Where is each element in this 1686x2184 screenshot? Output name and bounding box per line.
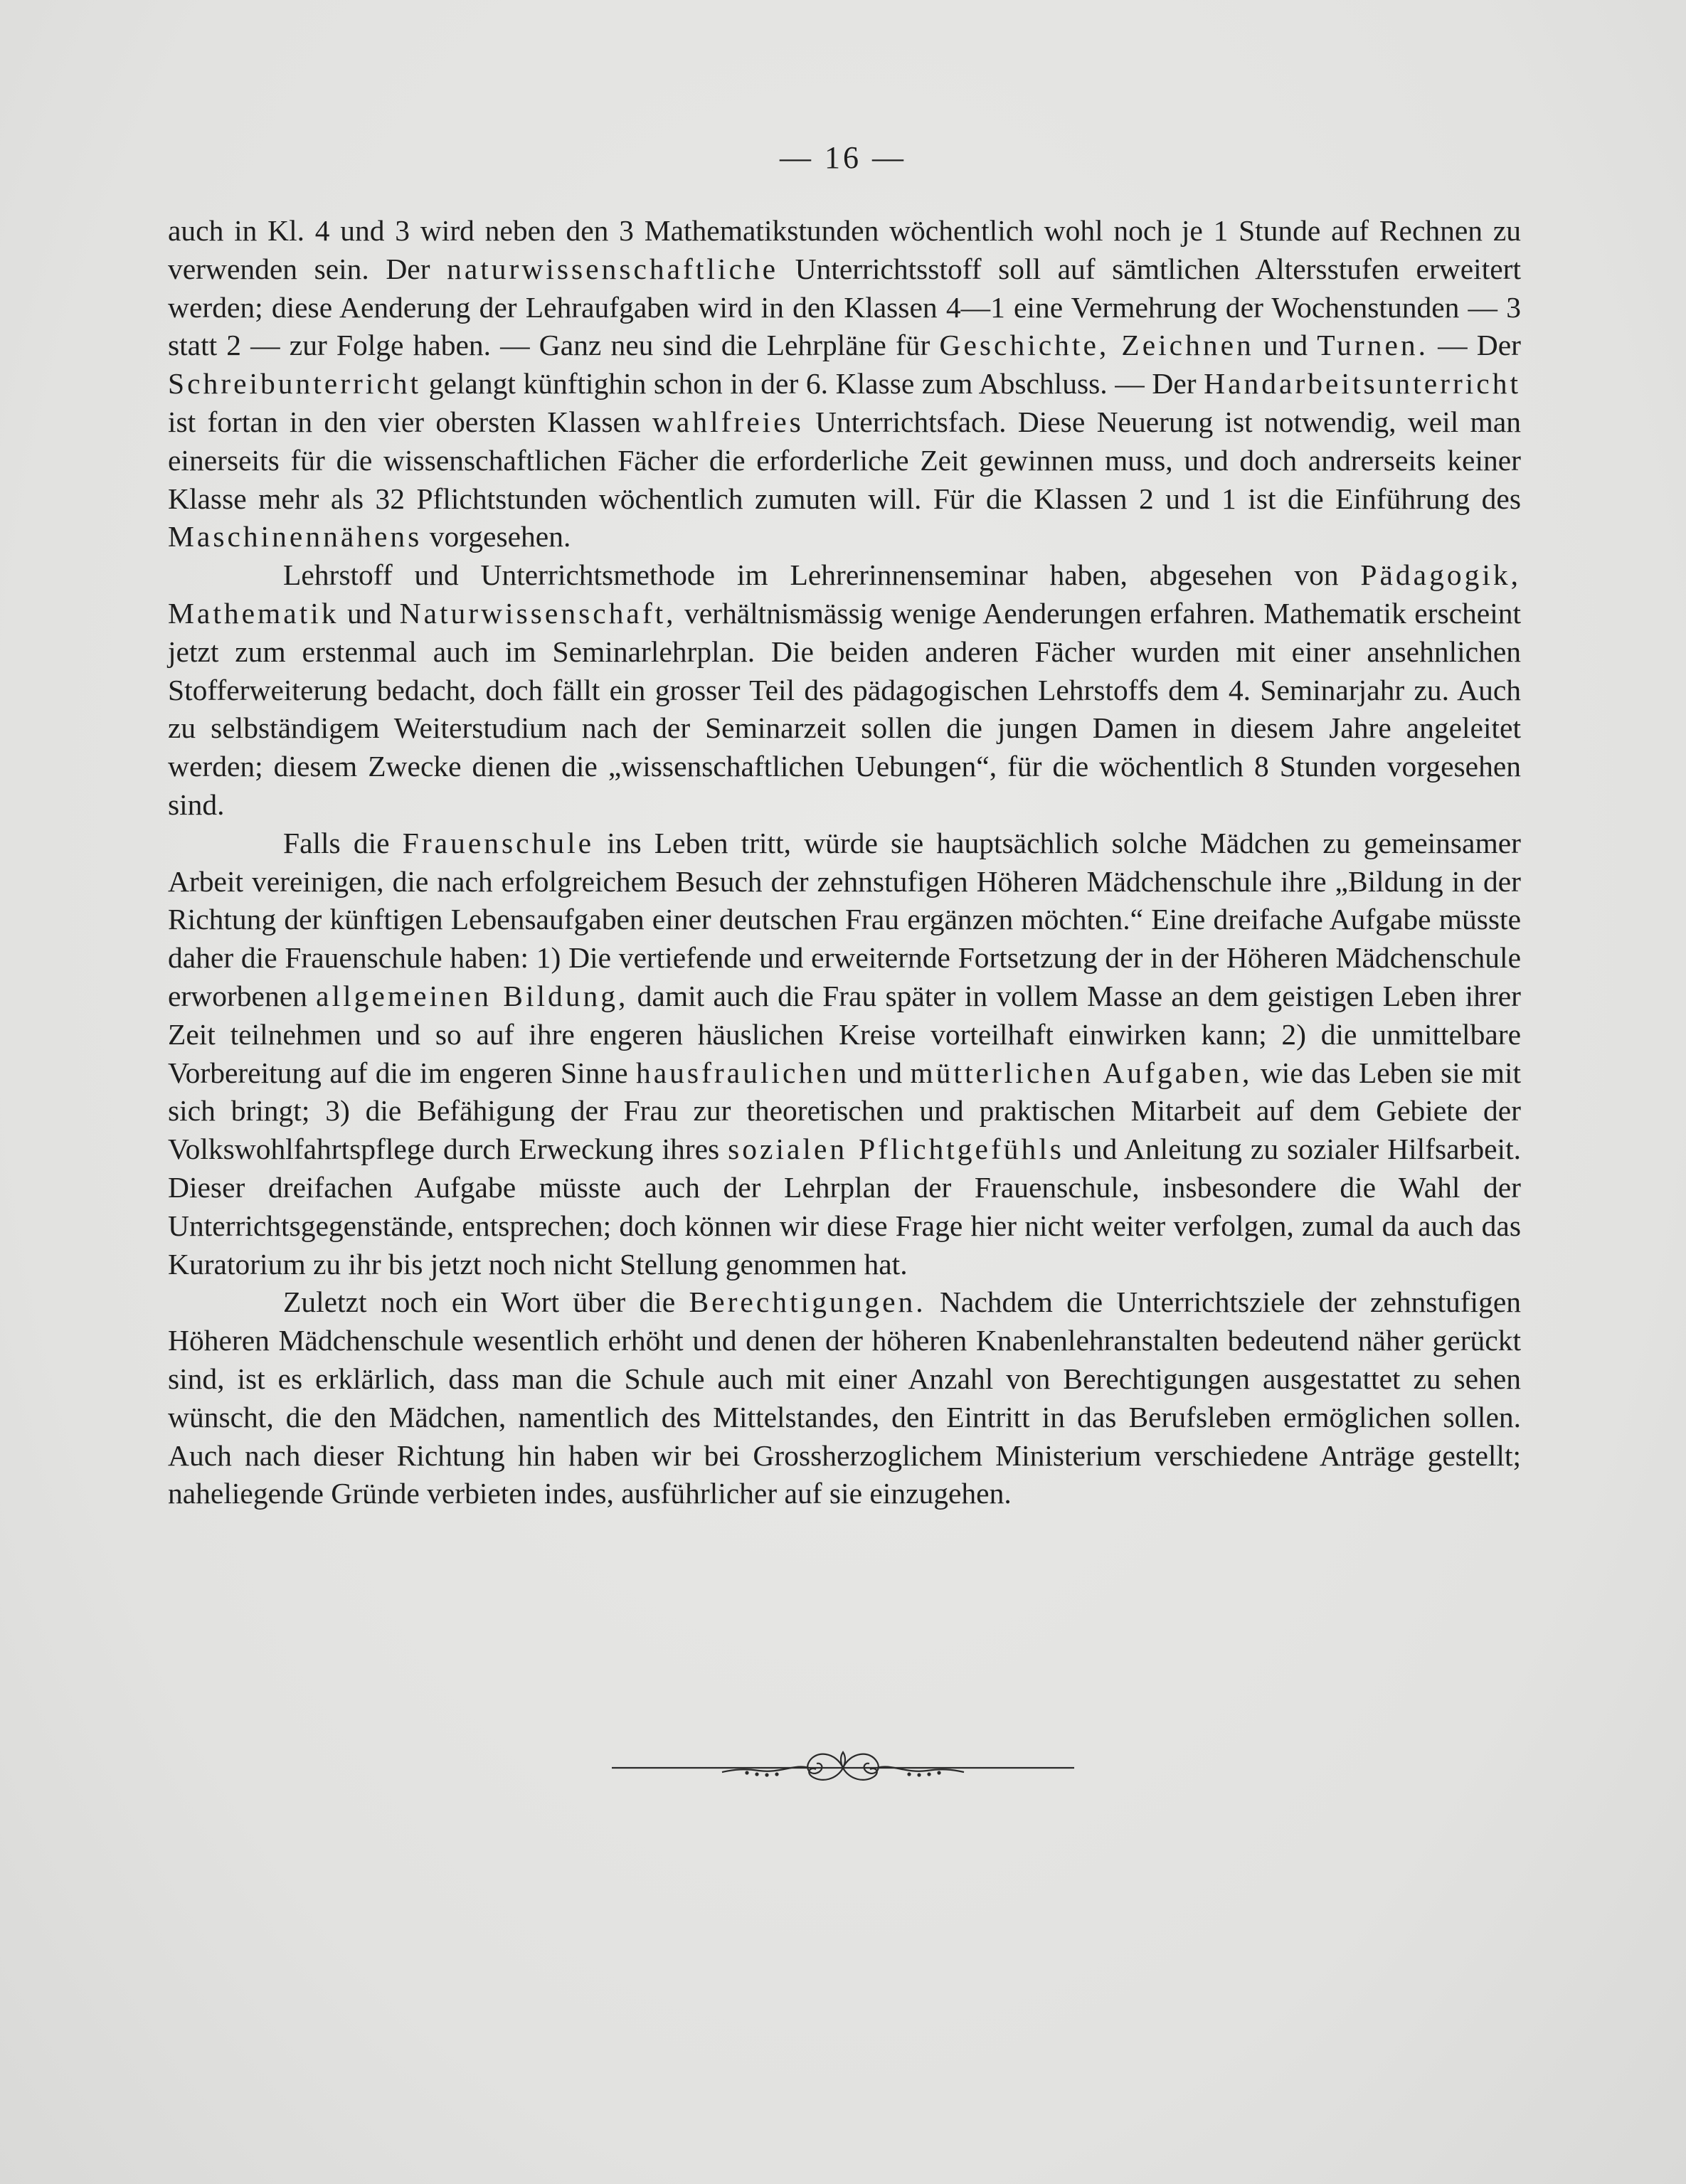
text-run: verhältnismässig wenige Aenderungen erfahren. Mathematik erscheint jetzt zum erstenmal auch im Seminarlehrplan. Die beiden anderen Fächer wurden mit einer ansehnlichen Stofferweiterung bedacht, doch fällt ein grosser Teil des pädagogischen Lehrstoffs dem 4. Seminarjahr zu. Auch zu selbständigem Weiterstudium nach der Seminarzeit sollen die jungen Damen in diesem Jahre angeleitet werden; diesem Zwecke dienen die „wissenschaftlichen Uebungen“, für die wöchentlich 8 Stunden vorgesehen sind. bbox=[168, 596, 1521, 821]
spaced-emphasis-text: sozialen Pflichtgefühls bbox=[728, 1133, 1064, 1166]
text-run: und bbox=[339, 596, 400, 630]
text-run: ist fortan in den vier obersten Klassen bbox=[168, 405, 652, 438]
spaced-emphasis-text: naturwissenschaftliche bbox=[447, 252, 779, 285]
spaced-emphasis-text: Naturwissenschaft, bbox=[399, 596, 677, 630]
text-run: ins Leben tritt, würde sie hauptsächlich solche Mädchen zu gemeinsamer Arbeit vereinigen, die nach erfolgreichem Besuch der zehnstufigen Höheren Mädchenschule ihre „Bildung in der Richtung der künftigen Lebensaufgaben einer deutschen Frau ergänzen möchten.“ Eine dreifache Aufgabe müsste daher die Frauenschule haben: 1) Die vertiefende und erweiternde Fortsetzung der in der Höheren Mädchenschule erworbenen bbox=[168, 826, 1521, 1012]
text-run: und Anleitung zu sozialer Hilfsarbeit. Dieser dreifachen Aufgabe müsste auch der Lehrplan der Frauenschule, insbesondere die Wahl der Unterrichtsgegenstände, entsprechen; doch können wir diese Frage hier nicht weiter verfolgen, zumal da auch das Kuratorium zu ihr bis jetzt noch nicht Stellung genommen hat. bbox=[168, 1133, 1521, 1281]
text-run: Lehrstoff und Unterrichtsmethode im Lehrerinnenseminar haben, abgesehen von bbox=[283, 558, 1361, 592]
page-number: — 16 — bbox=[780, 140, 906, 175]
spaced-emphasis-text: Turnen. bbox=[1317, 329, 1429, 362]
text-run: damit auch die Frau später in vollem Masse an dem geistigen Leben ihrer Zeit teilnehmen und so auf ihre engeren häuslichen Kreise vorteilhaft einwirken kann; 2) die unmittelbare Vorbereitung auf die im engeren Sinne bbox=[168, 979, 1522, 1089]
spaced-emphasis-text: Geschichte, Zeichnen bbox=[939, 329, 1254, 362]
flourish-divider-icon bbox=[612, 1739, 1074, 1796]
text-run: — Der bbox=[1428, 329, 1521, 362]
spaced-emphasis-text: Schreibunterricht bbox=[168, 367, 422, 401]
paragraph bbox=[168, 212, 1521, 556]
spaced-emphasis-text: Berechtigungen. bbox=[689, 1286, 926, 1319]
body-text bbox=[168, 212, 1521, 1513]
spaced-emphasis-text: Maschinennähens bbox=[168, 520, 423, 553]
spaced-emphasis-text: mütterlichen Aufgaben, bbox=[910, 1056, 1253, 1089]
text-run: vorgesehen. bbox=[422, 520, 571, 553]
spaced-emphasis-text: hausfraulichen bbox=[636, 1056, 850, 1089]
paragraph bbox=[168, 825, 1521, 1284]
spaced-emphasis-text: wahlfreies bbox=[652, 405, 804, 438]
spaced-emphasis-text: Frauenschule bbox=[402, 826, 595, 859]
text-run: auch in Kl. 4 und 3 wird neben den 3 Mathematikstunden wöchentlich wohl noch je 1 Stunde auf Rechnen zu verwenden sein. Der bbox=[168, 214, 1521, 285]
text-run: Unterrichtsfach. Diese Neuerung ist notwendig, weil man einerseits für die wissenschaftlichen Fächer die erforderliche Zeit gewinnen muss, und doch andrerseits keiner Klasse mehr als 32 Pflichtstunden wöchentlich zumuten will. Für die Klassen 2 und 1 ist die Einführung des bbox=[168, 405, 1521, 515]
text-run: wie das Leben sie mit sich bringt; 3) die Befähigung der Frau zur theoretischen und praktischen Mitarbeit auf dem Gebiete der Volkswohlfahrtspflege durch Erweckung ihres bbox=[168, 1056, 1521, 1166]
text-run: Unterrichtsstoff soll auf sämtlichen Altersstufen erweitert werden; diese Aenderung der Lehraufgaben wird in den Klassen 4—1 eine Vermehrung der Wochenstunden — 3 statt 2 — zur Folge haben. — Ganz neu sind die Lehrpläne für bbox=[168, 252, 1521, 362]
text-run: Zuletzt noch ein Wort über die bbox=[283, 1286, 689, 1319]
paragraph bbox=[168, 556, 1521, 825]
spaced-emphasis-text: allgemeinen Bildung, bbox=[316, 979, 629, 1012]
paragraph bbox=[168, 1283, 1521, 1513]
text-run: und bbox=[849, 1056, 911, 1089]
spaced-emphasis-text: Handarbeitsunterricht bbox=[1204, 367, 1521, 401]
text-run: gelangt künftighin schon in der 6. Klasse zum Abschluss. — Der bbox=[421, 367, 1204, 401]
text-run: Falls die bbox=[283, 826, 403, 859]
text-run: Nachdem die Unterrichtsziele der zehnstufigen Höheren Mädchenschule wesentlich erhöht und denen der höheren Knabenlehranstalten bedeutend näher gerückt sind, ist es erklärlich, dass man die Schule auch mit einer Anzahl von Berechtigungen ausgestattet zu sehen wünscht, die den Mädchen, namentlich des Mittelstandes, den Eintritt in das Berufsleben ermöglichen sollen. Auch nach dieser Richtung hin haben wir bei Grossherzoglichem Ministerium verschiedene Anträge gestellt; naheliegende Gründe verbieten indes, ausführlicher auf sie einzugehen. bbox=[168, 1286, 1521, 1510]
text-run: und bbox=[1253, 329, 1317, 362]
spaced-emphasis-text: Pädagogik, Mathematik bbox=[168, 558, 1521, 630]
